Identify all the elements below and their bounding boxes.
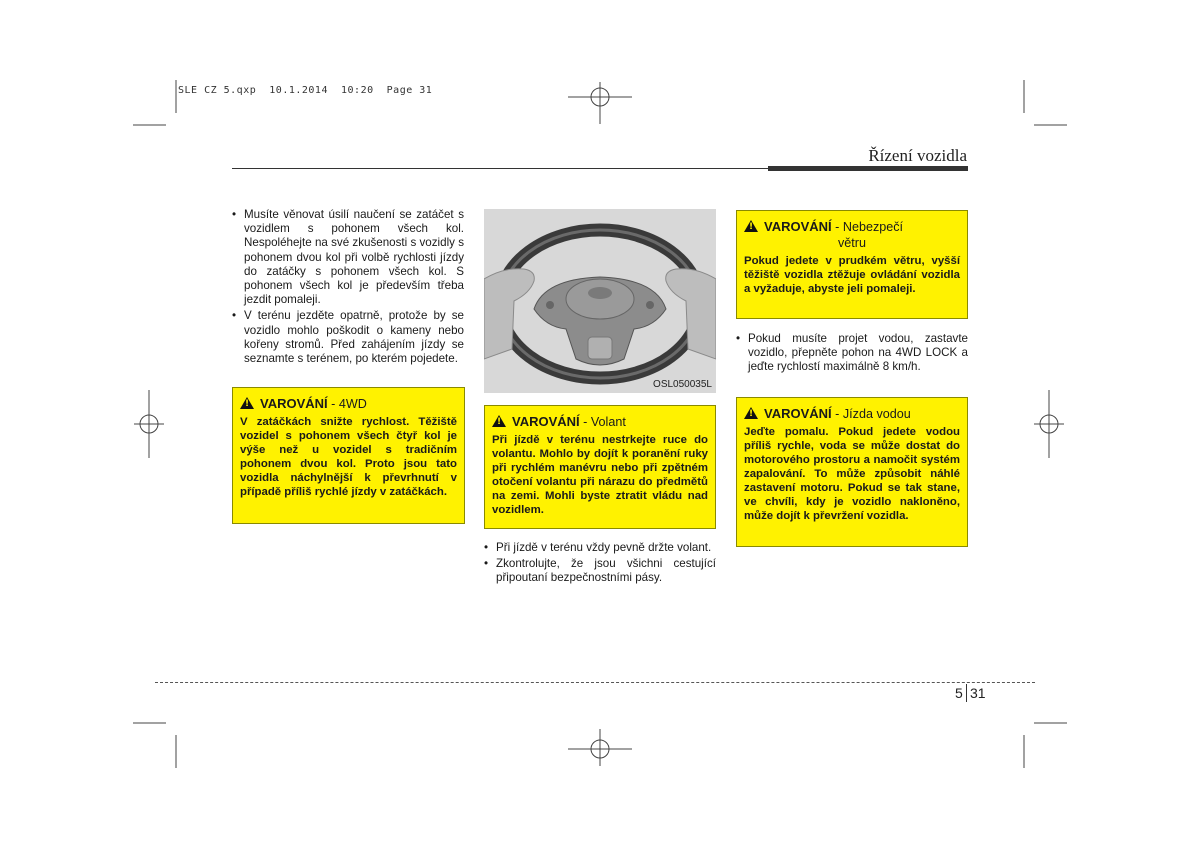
- left-bullet-list: [232, 208, 464, 368]
- print-slug: SLE CZ 5.qxp 10.1.2014 10:20 Page 31: [178, 85, 433, 96]
- warning-title: - Jízda vodou: [835, 407, 911, 421]
- registration-crosshair-icon: [1034, 390, 1064, 458]
- warning-title-line2: větru: [838, 236, 866, 250]
- warning-heading: [492, 414, 708, 430]
- warning-triangle-icon: [240, 397, 254, 409]
- warning-body: V zatáčkách snižte rychlost. Těžiště vozidel s pohonem všech čtyř kol je výše než u vozidel s tradičním pohonem dvou kol. Proto jsou tato vozidla náchylnější k převrhnutí v případě příliš rychlé jízdy v zatáčkách.: [240, 416, 457, 498]
- warning-box-4wd: [232, 387, 465, 524]
- list-item: • Pokud musíte projet vodou, zastavte vozidlo, přepněte pohon na 4WD LOCK a jeďte rychlostí maximálně 8 km/h.: [736, 332, 968, 375]
- warning-body: Pokud jedete v prudkém větru, vyšší těžiště vozidla ztěžuje ovládání vozidla a vyžaduje, abyste jeli pomaleji.: [744, 255, 960, 295]
- warning-triangle-icon: [492, 415, 506, 427]
- header-rule: [232, 168, 768, 169]
- section-title: Řízení vozidla: [868, 146, 967, 165]
- chapter-number: 5: [955, 685, 963, 701]
- warning-label: VAROVÁNÍ: [260, 396, 328, 411]
- steering-wheel-illustration: [484, 209, 716, 393]
- warning-label: VAROVÁNÍ: [764, 219, 832, 234]
- warning-triangle-icon: [744, 407, 758, 419]
- warning-heading: [240, 396, 457, 412]
- warning-title: - 4WD: [331, 397, 367, 411]
- warning-box-water: [736, 397, 968, 547]
- warning-body: Jeďte pomalu. Pokud jedete vodou příliš rychle, voda se může dostat do motorového prostoru a namočit systém zapalování. To může způsobit náhlé zastavení motoru. Pokud se tak stane, ve chvíli, kdy je vozidlo nakloněno, může dojít k převržení vozidla.: [744, 426, 960, 522]
- warning-title: - Nebezpečí: [835, 220, 904, 234]
- registration-crosshair-icon: [568, 729, 632, 766]
- warning-box-steering: [484, 405, 716, 529]
- warning-body: Při jízdě v terénu nestrkejte ruce do volantu. Mohlo by dojít k poranění ruky při rychlém manévru nebo při zpětném otočení volantu při nárazu do předmětů na zemi. Mohli byste ztratit vládu nad vozidlem.: [492, 434, 708, 516]
- steering-wheel-photo: [484, 209, 716, 393]
- header-rule-thick: [768, 166, 968, 171]
- right-bullet-list: [736, 332, 968, 377]
- footer-rule: [155, 682, 1035, 683]
- warning-triangle-icon: [744, 220, 758, 232]
- list-item: • Zkontrolujte, že jsou všichni cestující připoutaní bezpečnostními pásy.: [484, 557, 716, 585]
- page-number: 31: [970, 685, 986, 701]
- registration-crosshair-icon: [568, 82, 632, 124]
- warning-box-wind: [736, 210, 968, 319]
- image-code: OSL050035L: [653, 379, 712, 390]
- list-item: • V terénu jezděte opatrně, protože by se vozidlo mohlo poškodit o kameny nebo kořeny stromů. Před zahájením jízdy se seznamte s terénem, po kterém pojedete.: [232, 309, 464, 366]
- page-number-divider: [966, 684, 967, 702]
- warning-heading: [744, 406, 960, 422]
- warning-label: VAROVÁNÍ: [512, 414, 580, 429]
- registration-crosshair-icon: [134, 390, 164, 458]
- warning-title: - Volant: [583, 415, 626, 429]
- warning-label: VAROVÁNÍ: [764, 406, 832, 421]
- list-item: • Při jízdě v terénu vždy pevně držte volant.: [484, 541, 716, 555]
- warning-heading: [744, 219, 960, 251]
- list-item: • Musíte věnovat úsilí naučení se zatáčet s vozidlem s pohonem všech kol. Nespoléhejte na své zkušenosti s vozidly s pohonem dvou kol při volbě rychlosti jízdy do zatáčky s pohonem všech kol. S pohonem všech kol je především třeba jezdit pomaleji.: [232, 208, 464, 307]
- middle-bullet-list: [484, 541, 716, 588]
